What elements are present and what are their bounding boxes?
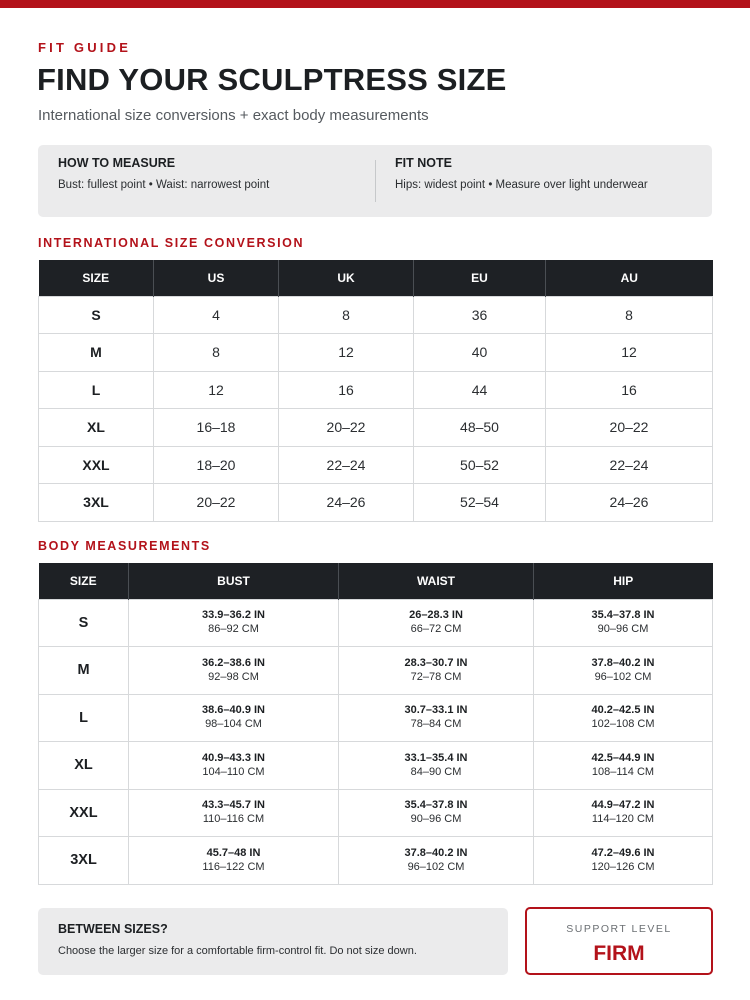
bust-centimeters: 116–122 CM xyxy=(202,860,265,873)
waist-inches: 28.3–30.7 IN xyxy=(404,656,468,669)
hip-centimeters: 108–114 CM xyxy=(591,765,655,778)
waist-inches: 35.4–37.8 IN xyxy=(404,799,468,812)
waist-inches: 26–28.3 IN xyxy=(409,609,463,622)
body-measurements-section-title: BODY MEASUREMENTS xyxy=(38,539,211,553)
hip-cell xyxy=(534,789,713,837)
support-level-badge xyxy=(525,907,713,975)
waist-cell xyxy=(339,647,534,695)
table-cell: 16 xyxy=(546,371,713,409)
hip-cell xyxy=(534,647,713,695)
bust-centimeters: 86–92 CM xyxy=(208,623,259,636)
bust-cell xyxy=(129,647,339,695)
size-cell: L xyxy=(39,371,154,409)
bust-inches: 38.6–40.9 IN xyxy=(202,704,265,717)
table-row xyxy=(39,694,713,742)
waist-centimeters: 78–84 CM xyxy=(410,718,462,731)
column-header: AU xyxy=(546,260,713,296)
hip-centimeters: 90–96 CM xyxy=(597,623,649,636)
waist-cell xyxy=(339,789,534,837)
table-cell: 8 xyxy=(546,296,713,334)
column-header: UK xyxy=(279,260,414,296)
table-row xyxy=(39,599,713,647)
size-cell: 3XL xyxy=(39,484,154,522)
between-sizes-panel xyxy=(38,908,508,975)
column-header: WAIST xyxy=(339,563,534,599)
size-cell: XXL xyxy=(39,446,154,484)
how-to-measure-text: Bust: fullest point • Waist: narrowest point xyxy=(58,179,270,191)
hip-cell xyxy=(534,599,713,647)
table-cell: 18–20 xyxy=(154,446,279,484)
table-row xyxy=(39,742,713,790)
table-cell: 4 xyxy=(154,296,279,334)
between-sizes-text: Choose the larger size for a comfortable firm-control fit. Do not size down. xyxy=(58,945,417,957)
table-row xyxy=(39,371,713,409)
bust-cell xyxy=(129,694,339,742)
table-row xyxy=(39,837,713,885)
hip-inches: 44.9–47.2 IN xyxy=(591,799,655,812)
hip-centimeters: 96–102 CM xyxy=(594,670,652,683)
table-cell: 44 xyxy=(414,371,546,409)
size-cell: M xyxy=(39,334,154,372)
size-cell: XL xyxy=(39,409,154,447)
top-accent-bar xyxy=(0,0,750,8)
waist-centimeters: 84–90 CM xyxy=(410,765,462,778)
table-row xyxy=(39,296,713,334)
table-cell: 20–22 xyxy=(546,409,713,447)
table-cell: 20–22 xyxy=(154,484,279,522)
hip-inches: 35.4–37.8 IN xyxy=(591,609,655,622)
bust-centimeters: 92–98 CM xyxy=(208,670,259,683)
table-header-row xyxy=(39,563,713,599)
waist-cell xyxy=(339,837,534,885)
column-header: SIZE xyxy=(39,260,154,296)
how-to-measure-heading: HOW TO MEASURE xyxy=(58,156,176,170)
waist-inches: 30.7–33.1 IN xyxy=(404,704,468,717)
hip-centimeters: 102–108 CM xyxy=(591,718,655,731)
table-cell: 24–26 xyxy=(546,484,713,522)
size-cell: S xyxy=(39,296,154,334)
waist-inches: 33.1–35.4 IN xyxy=(404,751,468,764)
bust-cell xyxy=(129,742,339,790)
bust-inches: 36.2–38.6 IN xyxy=(202,656,265,669)
bust-cell xyxy=(129,837,339,885)
bust-cell xyxy=(129,599,339,647)
bust-inches: 33.9–36.2 IN xyxy=(202,609,265,622)
waist-centimeters: 90–96 CM xyxy=(410,813,462,826)
table-cell: 12 xyxy=(279,334,414,372)
column-header: EU xyxy=(414,260,546,296)
table-cell: 8 xyxy=(154,334,279,372)
table-cell: 16 xyxy=(279,371,414,409)
fit-note-text: Hips: widest point • Measure over light underwear xyxy=(395,179,648,191)
table-cell: 16–18 xyxy=(154,409,279,447)
size-conversion-table xyxy=(38,260,713,522)
waist-cell xyxy=(339,599,534,647)
size-cell: S xyxy=(39,599,129,647)
eyebrow: FIT GUIDE xyxy=(38,40,132,55)
bust-inches: 43.3–45.7 IN xyxy=(202,799,265,812)
column-header: SIZE xyxy=(39,563,129,599)
table-cell: 50–52 xyxy=(414,446,546,484)
table-cell: 24–26 xyxy=(279,484,414,522)
fit-note xyxy=(395,145,705,217)
size-cell: 3XL xyxy=(39,837,129,885)
waist-centimeters: 66–72 CM xyxy=(410,623,462,636)
column-header: HIP xyxy=(534,563,713,599)
size-cell: M xyxy=(39,647,129,695)
table-row xyxy=(39,446,713,484)
table-row xyxy=(39,789,713,837)
table-row xyxy=(39,484,713,522)
bust-centimeters: 110–116 CM xyxy=(202,813,265,826)
table-cell: 22–24 xyxy=(279,446,414,484)
table-header-row xyxy=(39,260,713,296)
table-cell: 48–50 xyxy=(414,409,546,447)
how-to-measure xyxy=(58,145,368,217)
table-row xyxy=(39,409,713,447)
hip-cell xyxy=(534,742,713,790)
bust-centimeters: 98–104 CM xyxy=(205,718,262,731)
size-cell: XXL xyxy=(39,789,129,837)
waist-cell xyxy=(339,742,534,790)
table-cell: 22–24 xyxy=(546,446,713,484)
table-cell: 40 xyxy=(414,334,546,372)
between-sizes-heading: BETWEEN SIZES? xyxy=(58,922,168,936)
table-cell: 12 xyxy=(154,371,279,409)
page-subtitle: International size conversions + exact body measurements xyxy=(38,107,429,124)
table-cell: 8 xyxy=(279,296,414,334)
hip-cell xyxy=(534,837,713,885)
support-level-value: FIRM xyxy=(593,942,645,965)
hip-inches: 42.5–44.9 IN xyxy=(591,751,655,764)
waist-cell xyxy=(339,694,534,742)
hip-centimeters: 120–126 CM xyxy=(591,860,655,873)
table-cell: 12 xyxy=(546,334,713,372)
column-header: US xyxy=(154,260,279,296)
size-cell: L xyxy=(39,694,129,742)
measure-info-panel xyxy=(38,145,712,217)
waist-inches: 37.8–40.2 IN xyxy=(404,846,468,859)
column-header: BUST xyxy=(129,563,339,599)
body-measurements-table xyxy=(38,563,713,885)
support-level-label: SUPPORT LEVEL xyxy=(566,923,672,935)
fit-note-heading: FIT NOTE xyxy=(395,156,452,170)
table-row xyxy=(39,334,713,372)
panel-divider xyxy=(375,160,376,202)
bust-inches: 45.7–48 IN xyxy=(206,846,261,859)
bust-centimeters: 104–110 CM xyxy=(202,765,265,778)
size-cell: XL xyxy=(39,742,129,790)
hip-cell xyxy=(534,694,713,742)
waist-centimeters: 72–78 CM xyxy=(410,670,462,683)
table-row xyxy=(39,647,713,695)
waist-centimeters: 96–102 CM xyxy=(407,860,465,873)
hip-inches: 40.2–42.5 IN xyxy=(591,704,655,717)
bust-inches: 40.9–43.3 IN xyxy=(202,751,265,764)
page-title: FIND YOUR SCULPTRESS SIZE xyxy=(37,62,507,97)
conversion-section-title: INTERNATIONAL SIZE CONVERSION xyxy=(38,236,305,250)
hip-inches: 37.8–40.2 IN xyxy=(591,656,655,669)
table-cell: 36 xyxy=(414,296,546,334)
bust-cell xyxy=(129,789,339,837)
hip-inches: 47.2–49.6 IN xyxy=(591,846,655,859)
table-cell: 20–22 xyxy=(279,409,414,447)
hip-centimeters: 114–120 CM xyxy=(591,813,655,826)
table-cell: 52–54 xyxy=(414,484,546,522)
